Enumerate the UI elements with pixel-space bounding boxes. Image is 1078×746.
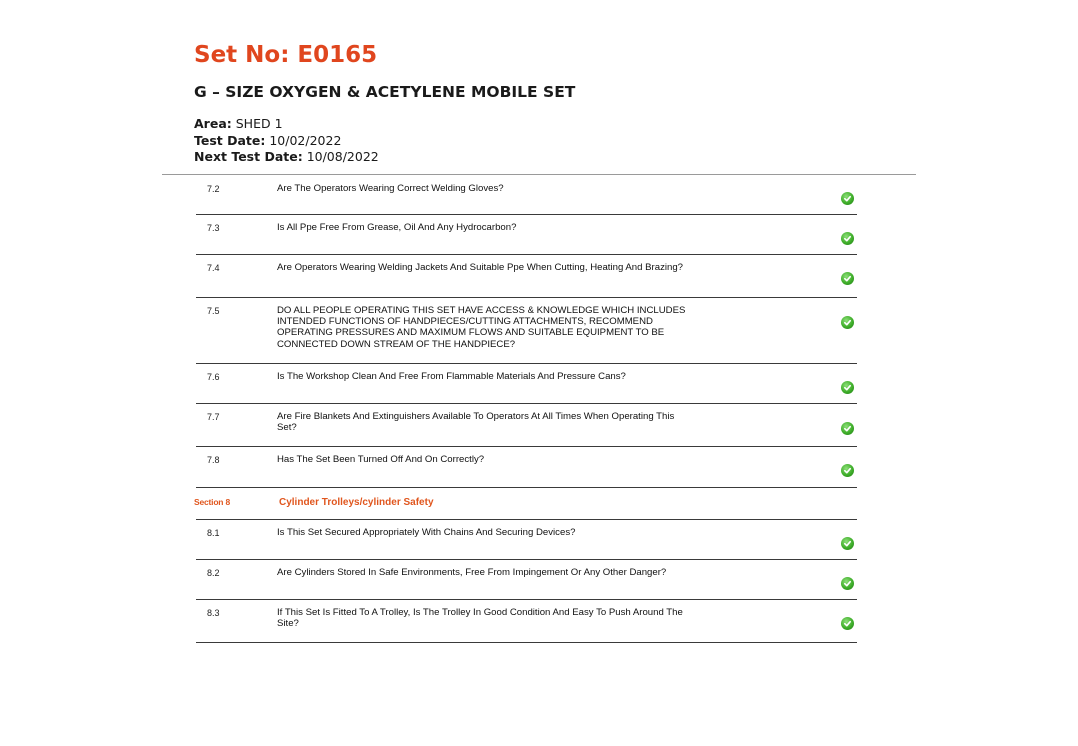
question-text: Are Cylinders Stored In Safe Environments, Free From Impingement Or Any Other Danger? — [277, 567, 667, 578]
next-test-date-value: 10/08/2022 — [302, 149, 379, 164]
pass-check-icon — [841, 232, 854, 245]
set-title: Set No: E0165 — [194, 42, 378, 68]
pass-check-icon — [841, 617, 854, 630]
question-text: DO ALL PEOPLE OPERATING THIS SET HAVE ACCESS & KNOWLEDGE WHICH INCLUDES INTENDED FUNCTIONS OF HANDPIECES/CUTTING ATTACHMENTS, RECOMMEND OPERATING PRESSURES AND MAXIMUM FLOWS AND SUITABLE EQUIPMENT TO BE CONNECTED DOWN STREAM OF THE HANDPIECE? — [277, 305, 686, 350]
table-row — [196, 404, 857, 447]
test-meta — [194, 116, 575, 166]
pass-check-icon — [841, 381, 854, 394]
table-row — [196, 255, 857, 298]
section-header — [196, 488, 857, 520]
test-date-value: 10/02/2022 — [265, 132, 342, 148]
section-label: Section 8 — [194, 497, 230, 507]
table-row — [196, 560, 857, 600]
pass-check-icon — [841, 577, 854, 590]
pass-check-icon — [841, 422, 854, 435]
question-number: 8.1 — [207, 528, 220, 538]
question-number: 7.5 — [207, 306, 220, 316]
section-title: Cylinder Trolleys/cylinder Safety — [279, 497, 434, 508]
table-row — [196, 520, 857, 560]
test-date-row — [194, 133, 575, 150]
pass-check-icon — [841, 272, 854, 285]
pass-check-icon — [841, 316, 854, 329]
question-text: Is All Ppe Free From Grease, Oil And Any Hydrocarbon? — [277, 222, 517, 233]
question-text: Is The Workshop Clean And Free From Flammable Materials And Pressure Cans? — [277, 371, 626, 382]
question-number: 7.3 — [207, 223, 220, 233]
question-text: Has The Set Been Turned Off And On Correctly? — [277, 454, 485, 465]
question-number: 7.4 — [207, 263, 220, 273]
question-text: If This Set Is Fitted To A Trolley, Is The Trolley In Good Condition And Easy To Push Around The Site? — [277, 607, 683, 630]
question-number: 8.3 — [207, 608, 220, 618]
area-row — [194, 116, 575, 133]
question-number: 7.2 — [207, 184, 220, 194]
table-row — [196, 176, 857, 215]
table-row — [196, 215, 857, 255]
pass-check-icon — [841, 192, 854, 205]
next-test-date-label: Next Test Date: — [194, 149, 303, 164]
table-row — [196, 600, 857, 643]
question-text: Are The Operators Wearing Correct Welding Gloves? — [277, 183, 504, 194]
pass-check-icon — [841, 537, 854, 550]
table-row — [196, 447, 857, 488]
document-header — [194, 40, 575, 166]
set-subtitle: G – SIZE OXYGEN & ACETYLENE MOBILE SET — [194, 83, 576, 101]
question-text: Are Operators Wearing Welding Jackets And Suitable Ppe When Cutting, Heating And Brazing? — [277, 262, 684, 273]
question-text: Are Fire Blankets And Extinguishers Available To Operators At All Times When Operating This Set? — [277, 411, 675, 434]
area-value: SHED 1 — [231, 116, 283, 131]
test-date-label: Test Date: — [194, 132, 266, 148]
inspection-table — [196, 176, 857, 643]
question-number: 8.2 — [207, 568, 220, 578]
area-label: Area: — [194, 116, 232, 131]
pass-check-icon — [841, 464, 854, 477]
question-number: 7.6 — [207, 372, 220, 382]
next-test-date-row — [194, 149, 575, 166]
question-number: 7.8 — [207, 455, 220, 465]
header-divider — [162, 174, 916, 175]
question-number: 7.7 — [207, 412, 220, 422]
table-row — [196, 364, 857, 404]
table-row — [196, 298, 857, 364]
question-text: Is This Set Secured Appropriately With Chains And Securing Devices? — [277, 527, 576, 538]
